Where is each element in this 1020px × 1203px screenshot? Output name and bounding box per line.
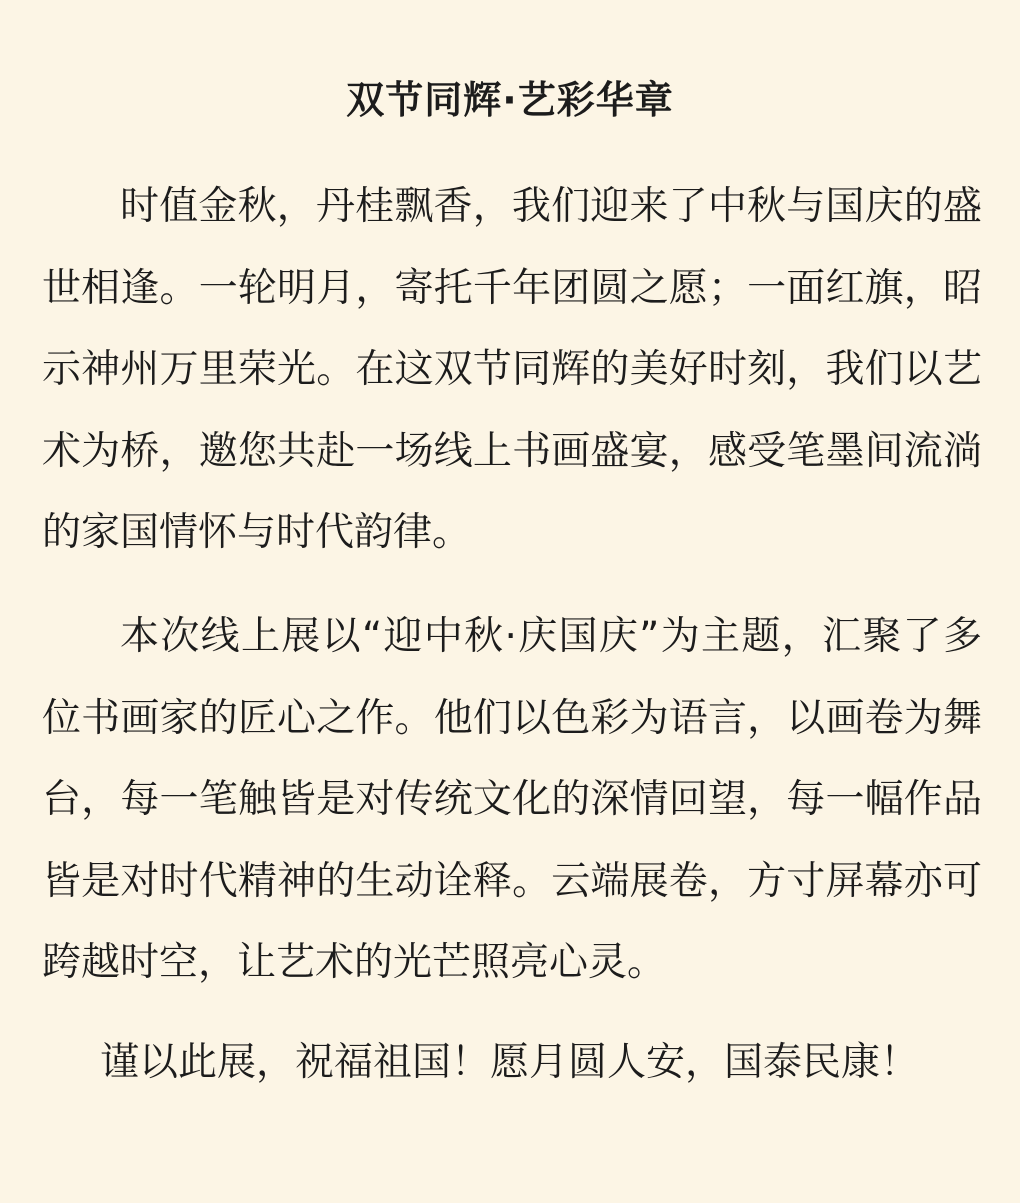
paragraph-exhibition: 本次线上展以“迎中秋·庆国庆”为主题，汇聚了多位书画家的匠心之作。他们以色彩为语言，以画卷为舞台，每一笔触皆是对传统文化的深情回望，每一幅作品皆是对时代精神的生动诠释。云端展卷，方寸屏幕亦可跨越时空，让艺术的光芒照亮心灵。 bbox=[42, 614, 982, 985]
paragraph-intro: 时值金秋，丹桂飘香，我们迎来了中秋与国庆的盛世相逢。一轮明月，寄托千年团圆之愿；一面红旗，昭示神州万里荣光。在这双节同辉的美好时刻，我们以艺术为桥，邀您共赴一场线上书画盛宴，感受笔墨间流淌的家国情怀与时代韵律。 bbox=[42, 184, 982, 555]
closing-blessing: 谨以此展，祝福祖国！愿月圆人安，国泰民康！ bbox=[100, 1040, 920, 1085]
article-title: 双节同辉·艺彩华章 bbox=[346, 78, 674, 122]
